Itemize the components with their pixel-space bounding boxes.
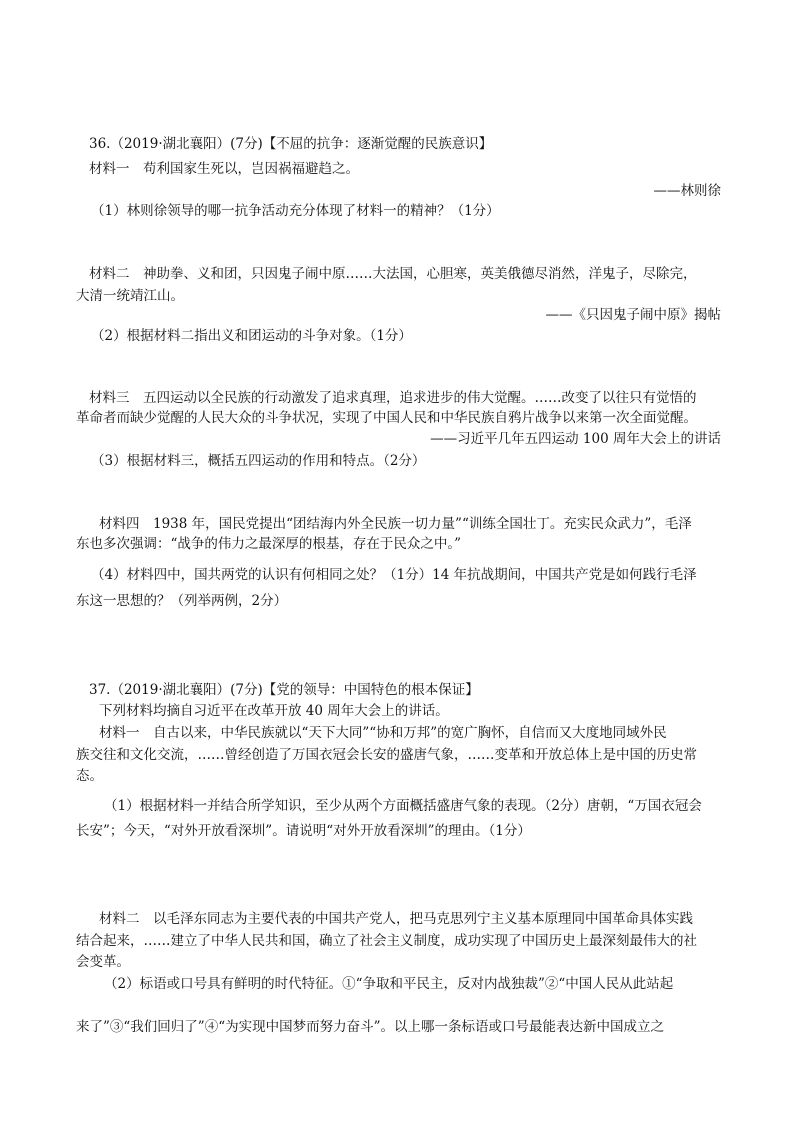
q36-material-1: 材料一 苟利国家生死以，岂因祸福避趋之。: [89, 161, 359, 177]
q37-question-2-line-1: （2）标语或口号具有鲜明的时代特征。①“争取和平民主，反对内战独裁”②“中国人民从此站起: [104, 976, 674, 992]
q37-material-2-line-1: 材料二 以毛泽东同志为主要代表的中国共产党人，把马克思列宁主义基本原理同中国革命具体实践: [99, 911, 693, 927]
q36-material-3-source: ——习近平几年五四运动 100 周年大会上的讲话: [430, 431, 721, 447]
q36-material-4-line-1: 材料四 1938 年，国民党提出“团结海内外全民族一切力量”“训练全国壮丁。充实民众武力”，毛泽: [99, 516, 692, 532]
q37-question-1-line-1: （1）根据材料一并结合所学知识，至少从两个方面概括盛唐气象的表现。（2分）唐朝，“万国衣冠会: [104, 798, 702, 814]
q37-question-1-line-2: 长安”；今天，“对外开放看深圳”。请说明“对外开放看深圳”的理由。（1分）: [76, 823, 531, 839]
q36-question-3: （3）根据材料三，概括五四运动的作用和特点。（2分）: [91, 453, 426, 469]
q36-question-2: （2）根据材料二指出义和团运动的斗争对象。（1分）: [91, 328, 412, 344]
q36-material-2-line-1: 材料二 神助拳、义和团，只因鬼子闹中原……大法国，心胆寒，英美俄德尽消然，洋鬼子，尽除完，: [89, 266, 697, 282]
q37-material-1-line-3: 态。: [76, 768, 103, 784]
q36-material-1-source: ——林则徐: [653, 183, 721, 199]
q36-question-4-line-2: 东这一思想的？（列举两例，2分）: [76, 593, 288, 609]
q36-material-3-line-2: 革命者而缺少觉醒的人民大众的斗争状况，实现了中国人民和中华民族自鸦片战争以来第一次全面觉醒。: [76, 410, 697, 426]
q36-header: 36.（2019·湖北襄阳）(7分)【不屈的抗争：逐渐觉醒的民族意识】: [89, 136, 493, 152]
q36-question-1: （1）林则徐领导的哪一抗争活动充分体现了材料一的精神？（1分）: [91, 203, 500, 219]
q36-material-2-source: ——《只因鬼子闹中原》揭帖: [545, 307, 721, 323]
q37-material-2-line-3: 会变革。: [76, 954, 130, 970]
q37-material-1-line-2: 族交往和文化交流，……曾经创造了万国衣冠会长安的盛唐气象，……变革和开放总体上是中国的历史常: [76, 747, 697, 763]
q36-material-3-line-1: 材料三 五四运动以全民族的行动激发了追求真理，追求进步的伟大觉醒。……改变了以往只有觉悟的: [89, 390, 697, 406]
q37-question-2-line-2: 来了”③“我们回归了”④“为实现中国梦而努力奋斗”。以上哪一条标语或口号最能表达新中国成立之: [76, 1019, 665, 1035]
q37-header: 37.（2019·湖北襄阳）(7分)【党的领导：中国特色的根本保证】: [89, 682, 479, 698]
q37-material-1-line-1: 材料一 自古以来，中华民族就以“天下大同”“协和万邦”的宽广胸怀，自信而又大度地同域外民: [99, 725, 667, 741]
q36-question-4-line-1: （4）材料四中，国共两党的认识有何相同之处？（1分）14 年抗战期间，中国共产党是如何践行毛泽: [91, 567, 697, 583]
q37-material-2-line-2: 结合起来，……建立了中华人民共和国，确立了社会主义制度，成功实现了中国历史上最深刻最伟大的社: [76, 933, 697, 949]
q36-material-2-line-2: 大清一统靖江山。: [76, 288, 184, 304]
q36-material-4-line-2: 东也多次强调：“战争的伟力之最深厚的根基，存在于民众之中。”: [76, 536, 462, 552]
q37-intro: 下列材料均摘自习近平在改革开放 40 周年大会上的讲话。: [99, 703, 449, 719]
